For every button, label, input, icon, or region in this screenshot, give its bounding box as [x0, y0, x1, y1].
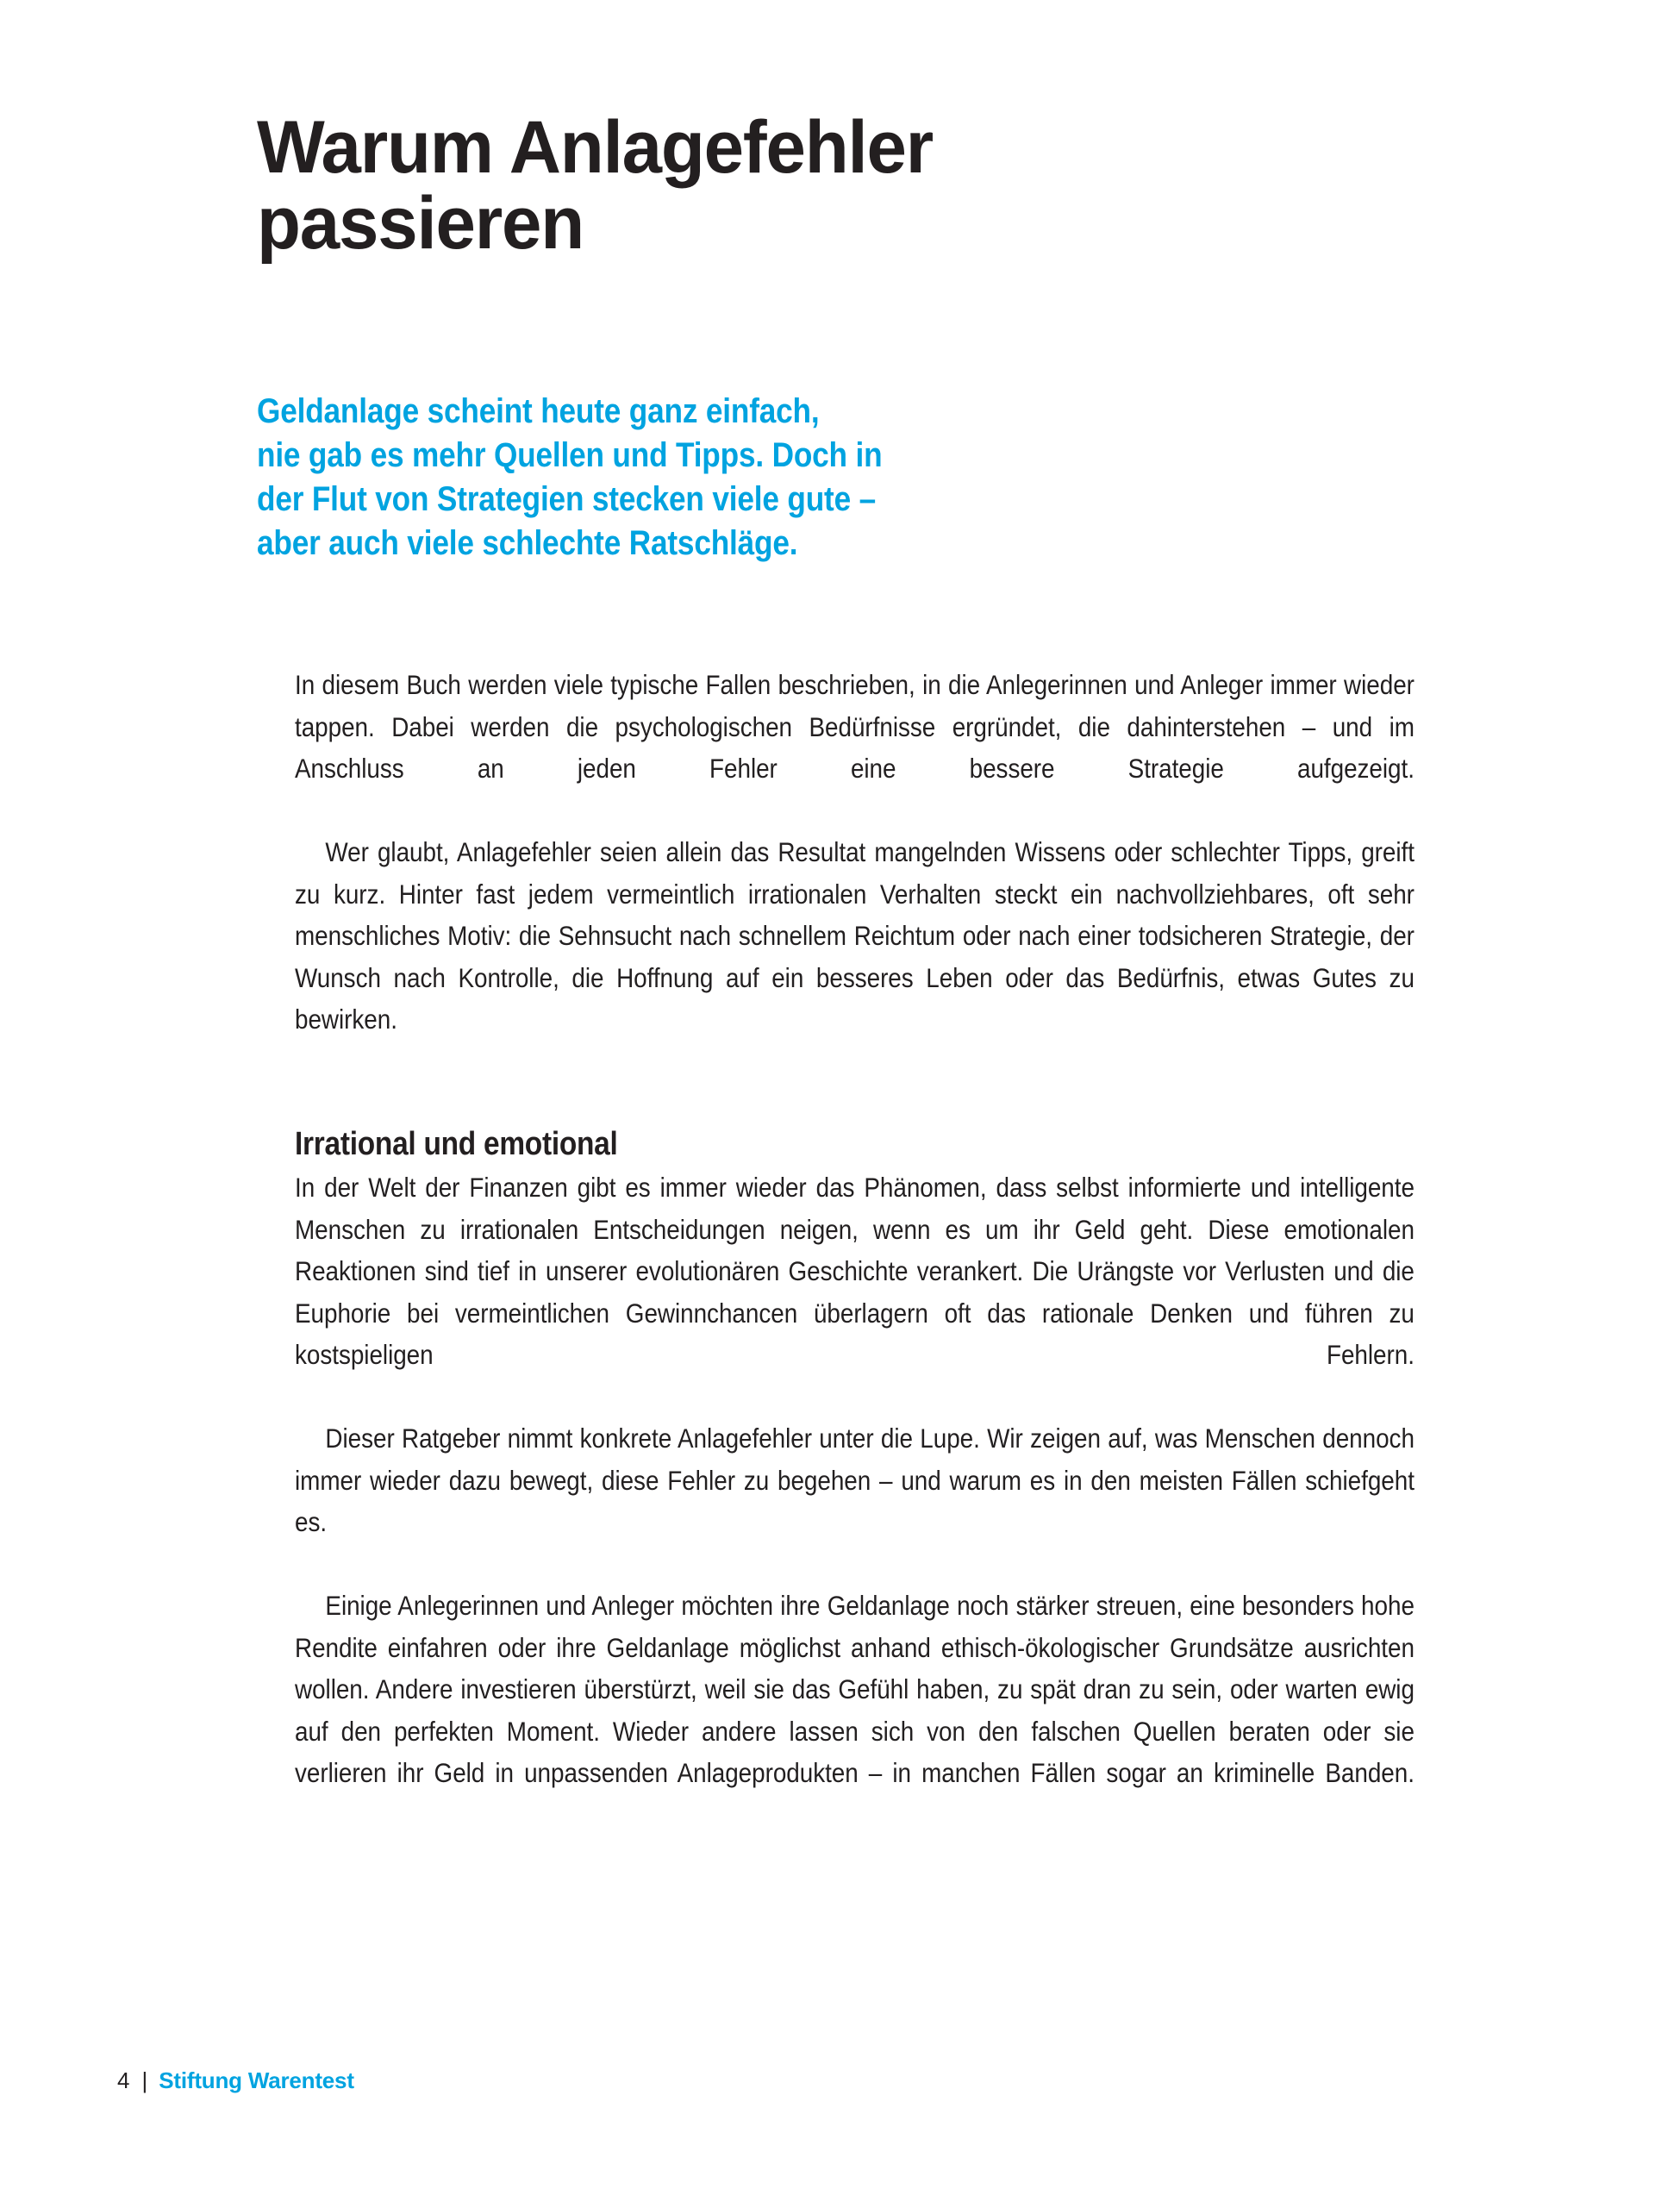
page-title	[257, 106, 1344, 265]
footer-separator: |	[141, 2067, 148, 2093]
subtitle-block	[257, 390, 1395, 566]
body-paragraph-3: In der Welt der Finanzen gibt es immer wieder das Phänomen, dass selbst informierte und intelligente Menschen zu irrationalen Entscheidungen neigen, wenn es um ihr Geld geht. Diese emotionalen Reaktionen sind tief in unserer evolutionären Geschichte verankert. Die Urängste vor Verlusten und die Euphorie bei vermeintlichen Gewinnchancen überlagern oft das rationale Denken und führen zu kostspieligen Fehlern.	[295, 1172, 1415, 1370]
body-text-column	[295, 664, 1415, 1836]
page-subtitle-line-4: aber auch viele schlechte Ratschläge.	[257, 524, 798, 562]
body-paragraph-2: Wer glaubt, Anlagefehler seien allein das Resultat mangelnden Wissens oder schlechter Tipps, greift zu kurz. Hinter fast jedem vermeintlich irrationalen Verhalten steckt ein nachvollziehbares, oft sehr menschliches Motiv: die Sehnsucht nach schnellem Reichtum oder nach einer todsicheren Strategie, der Wunsch nach Kontrolle, die Hoffnung auf ein besseres Leben oder das Bedürfnis, etwas Gutes zu bewirken.	[295, 836, 1415, 1035]
body-paragraph-4: Dieser Ratgeber nimmt konkrete Anlagefehler unter die Lupe. Wir zeigen auf, was Menschen dennoch immer wieder dazu bewegt, diese Fehler zu begehen – und warum es in den meisten Fällen schiefgeht es.	[295, 1423, 1415, 1537]
page-title-line-1: Warum Anlagefehler	[257, 106, 934, 189]
page-subtitle-line-3: der Flut von Strategien stecken viele gute –	[257, 480, 876, 518]
body-paragraph-5: Einige Anlegerinnen und Anleger möchten ihre Geldanlage noch stärker streuen, eine besonders hohe Rendite einfahren oder ihre Geldanlage möglichst anhand ethisch-ökologischer Grundsätze ausrichten wollen. Andere investieren überstürzt, weil sie das Gefühl haben, zu spät dran zu sein, oder warten ewig auf den perfekten Moment. Wieder andere lassen sich von den falschen Quellen beraten oder sie verlieren ihr Geld in unpassenden Anlageprodukten – in manchen Fällen sogar an kriminelle Banden.	[295, 1590, 1415, 1788]
footer-page-number: 4	[117, 2067, 130, 2093]
body-paragraph-1: In diesem Buch werden viele typische Fallen beschrieben, in die Anlegerinnen und Anleger immer wieder tappen. Dabei werden die psychologischen Bedürfnisse ergründet, die dahinterstehen – und im Anschluss an jeden Fehler eine bessere Strategie aufgezeigt.	[295, 669, 1415, 784]
page-title-line-2: passieren	[257, 181, 584, 265]
page-subtitle-line-1: Geldanlage scheint heute ganz einfach,	[257, 392, 820, 430]
page-subtitle-line-2: nie gab es mehr Quellen und Tipps. Doch in	[257, 436, 883, 474]
section-heading-irrational-und-emotional: Irrational und emotional	[295, 1126, 618, 1162]
title-block	[257, 106, 1377, 265]
section-spacer	[295, 1082, 1415, 1122]
page-footer	[117, 2067, 354, 2094]
footer-brand-name: Stiftung Warentest	[159, 2067, 354, 2093]
page-subtitle	[257, 390, 1258, 566]
